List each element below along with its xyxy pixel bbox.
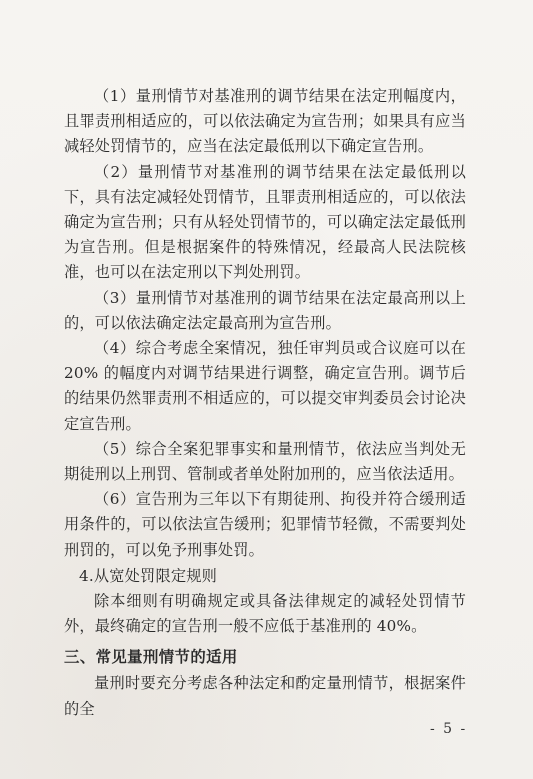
page-number: - 5 - — [430, 721, 468, 737]
paragraph-1: （1）量刑情节对基准刑的调节结果在法定刑幅度内，且罪责刑相适应的，可以依法确定为宣告刑；如果具有应当减轻处罚情节的，应当在法定最低刑以下确定宣告刑。 — [64, 87, 466, 156]
paragraph-5: （5）综合全案犯罪事实和量刑情节，依法应当判处无期徒刑以上刑罚、管制或者单处附加刑的，应当依法适用。 — [64, 439, 466, 484]
last-paragraph: 量刑时要充分考虑各种法定和酌定量刑情节，根据案件的全 — [64, 674, 466, 718]
paragraph-4: （4）综合考虑全案情况，独任审判员或合议庭可以在 20% 的幅度内对调节结果进行调整，确定宣告刑。调节后的结果仍然罪责刑不相适应的，可以提交审判委员会讨论决定宣告刑。 — [64, 339, 466, 433]
subheading: 4.从宽处罚限定规则 — [79, 566, 217, 585]
rule-paragraph: 除本细则有明确规定或具备法律规定的减轻处罚情节外，最终确定的宣告刑一般不应低于基准刑的 40%。 — [64, 592, 466, 636]
section-heading: 三、常见量刑情节的适用 — [64, 648, 238, 667]
paragraph-6: （6）宣告刑为三年以下有期徒刑、拘役并符合缓刑适用条件的，可以依法宣告缓刑；犯罪情节轻微，不需要判处刑罚的，可以免予刑事处罚。 — [64, 490, 466, 559]
paragraph-2: （2）量刑情节对基准刑的调节结果在法定最低刑以下，具有法定减轻处罚情节，且罪责刑相适应的，可以依法确定为宣告刑；只有从轻处罚情节的，可以确定法定最低刑为宣告刑。但是根据案件的特殊情况，经最高人民法院核准，也可以在法定刑以下判处刑罚。 — [64, 162, 466, 282]
paragraph-3: （3）量刑情节对基准刑的调节结果在法定最高刑以上的，可以依法确定法定最高刑为宣告刑。 — [64, 288, 466, 332]
document-body — [64, 84, 466, 722]
